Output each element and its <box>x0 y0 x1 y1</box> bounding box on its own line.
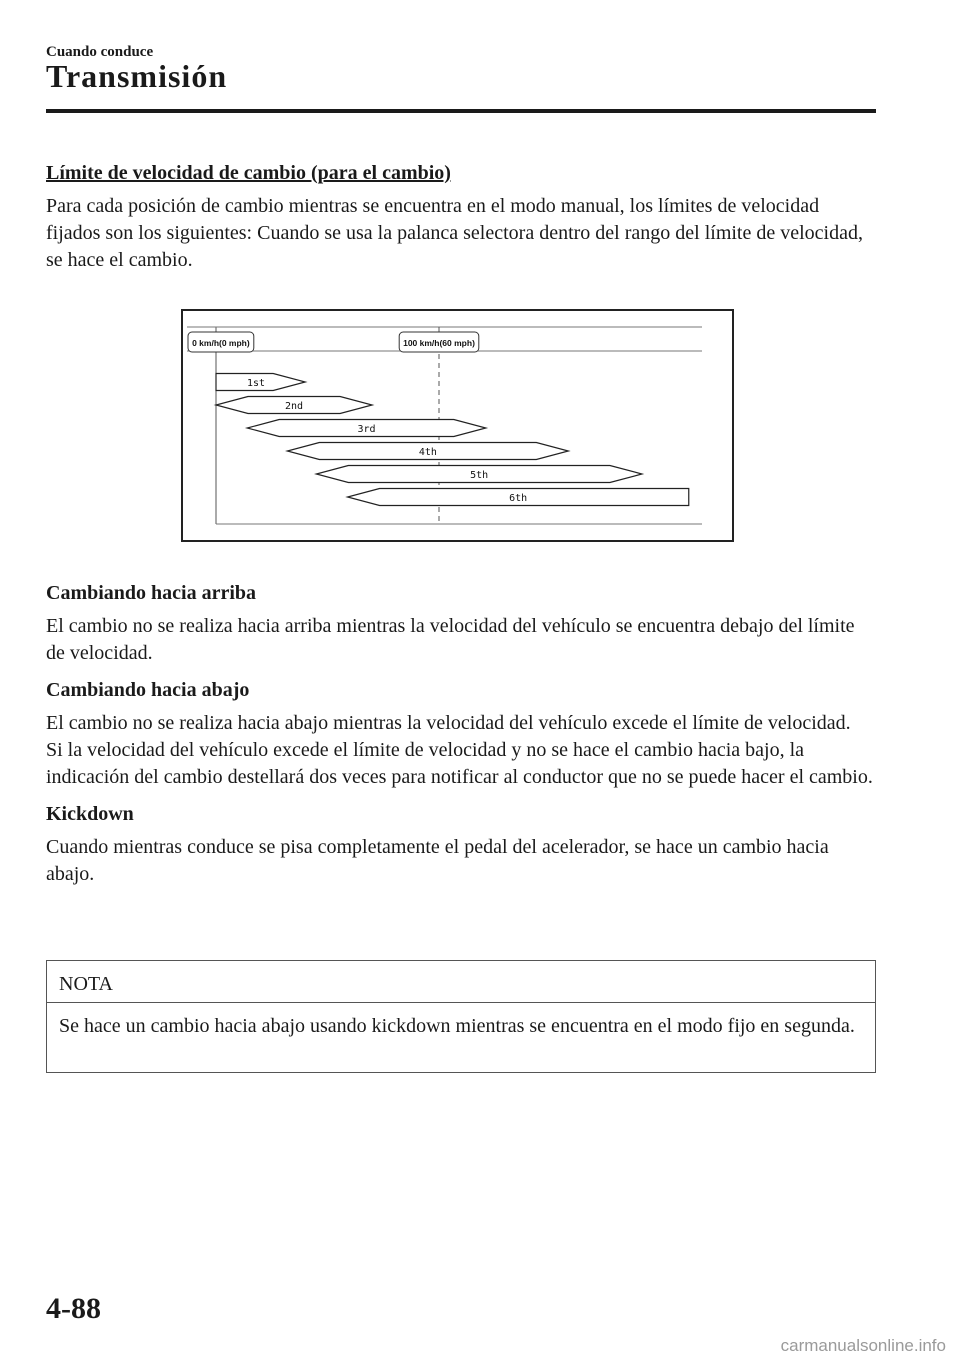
intro-heading: Límite de velocidad de cambio (para el cambio) <box>46 162 451 184</box>
gear-speed-diagram <box>181 309 734 542</box>
page-number: 4-88 <box>46 1292 101 1325</box>
section-text-2-0: Cuando mientras conduce se pisa completamente el pedal del acelerador, se hace un cambio hacia abajo. <box>46 836 829 885</box>
note-text: Se hace un cambio hacia abajo usando kickdown mientras se encuentra en el modo fijo en segunda. <box>59 1015 855 1037</box>
gear-label-6th: 6th <box>509 493 528 504</box>
section-text-1-1: Si la velocidad del vehículo excede el límite de velocidad y no se hace el cambio hacia bajo, la indicación del cambio destellará dos veces para notificar al conductor que no se puede hacer el cambio. <box>46 739 873 788</box>
gear-label-4th: 4th <box>418 447 437 458</box>
gear-label-3rd: 3rd <box>357 424 376 435</box>
section-text-0-0: El cambio no se realiza hacia arriba mientras la velocidad del vehículo se encuentra debajo del límite de velocidad. <box>46 615 855 664</box>
speed-marker-label-1: 100 km/h(60 mph) <box>403 338 475 348</box>
gear-label-5th: 5th <box>470 470 489 481</box>
note-box <box>46 960 876 1073</box>
gear-label-1st: 1st <box>246 378 266 389</box>
header-divider <box>46 109 876 113</box>
section-label: Cuando conduce <box>46 44 154 60</box>
gear-speed-svg <box>183 311 732 540</box>
chapter-title: Transmisión <box>46 58 228 94</box>
section-title-2: Kickdown <box>46 803 134 825</box>
section-title-1: Cambiando hacia abajo <box>46 679 250 701</box>
section-title-0: Cambiando hacia arriba <box>46 582 257 604</box>
intro-block <box>46 160 876 274</box>
sections-block <box>46 580 876 898</box>
note-title: NOTA <box>47 961 875 1003</box>
intro-paragraph: Para cada posición de cambio mientras se encuentra en el modo manual, los límites de velocidad fijados son los siguientes: Cuando se usa la palanca selectora dentro del rango del límite de velocidad, se hace el cambio. <box>46 195 863 271</box>
watermark: carmanualsonline.info <box>780 1336 946 1355</box>
speed-marker-label-0: 0 km/h(0 mph) <box>192 338 250 348</box>
gear-label-2nd: 2nd <box>285 401 304 412</box>
section-text-1-0: El cambio no se realiza hacia abajo mientras la velocidad del vehículo excede el límite de velocidad. <box>46 712 851 734</box>
